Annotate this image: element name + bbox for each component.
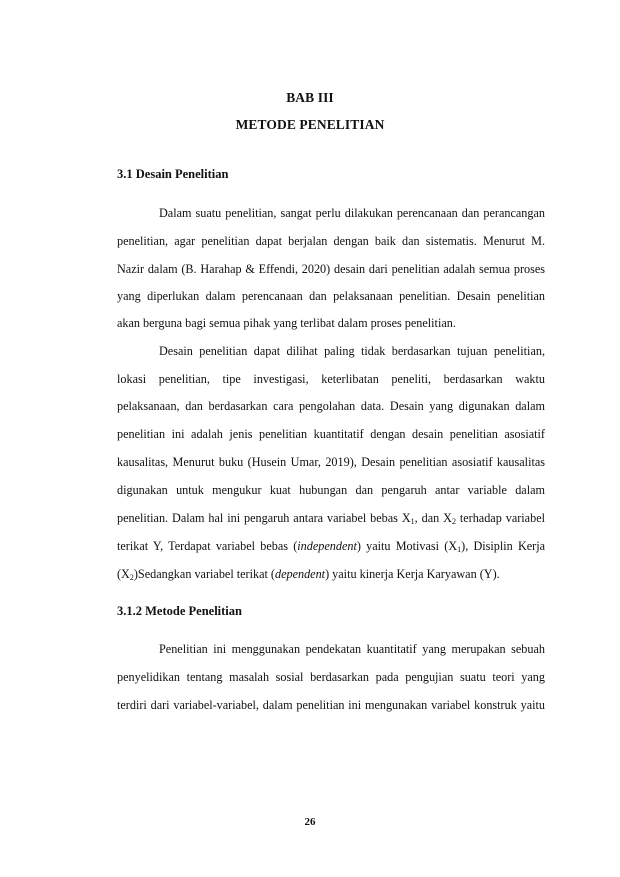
paragraph-line: $(X_2)Sedangkan$ variabel terikat (dependent) yaitu kinerja Kerja Karyawan (Y). (117, 567, 500, 582)
paragraph-line: Nazir dalam (B. Harahap & Effendi, 2020) desain dari penelitian adalah semua proses (117, 262, 545, 276)
paragraph-line: digunakan untuk mengukur kuat hubungan dan pengaruh antar variable dalam (117, 483, 545, 497)
paragraph-line: Desain penelitian dapat dilihat paling tidak berdasarkan tujuan penelitian, (159, 344, 545, 358)
paragraph-line: penelitian. Dalam hal ini pengaruh antara variabel bebas $X_1$, dan $X_2$ terhadap variabel (117, 511, 545, 526)
paragraph-line: akan berguna bagi semua pihak yang terlibat dalam proses penelitian. (117, 316, 456, 330)
paragraph-line: terdiri dari variabel-variabel, dalam penelitian ini mengunakan variabel konstruk yaitu (117, 698, 545, 712)
chapter-number: BAB III (286, 90, 334, 105)
paragraph-line: lokasi penelitian, tipe investigasi, keterlibatan peneliti, berdasarkan waktu (117, 372, 545, 386)
paragraph-line: terikat Y, Terdapat variabel bebas (independent) yaitu Motivasi $(X_1)$, Disiplin Kerja (117, 539, 545, 554)
section-heading: 3.1 Desain Penelitian (117, 167, 229, 181)
paragraph-line: Dalam suatu penelitian, sangat perlu dilakukan perencanaan dan perancangan (159, 206, 545, 220)
paragraph-line: penelitian, agar penelitian dapat berjalan dengan baik dan sistematis. Menurut M. (117, 234, 545, 248)
paragraph-line: kausalitas, Menurut buku (Husein Umar, 2019), Desain penelitian asosiatif kausalitas (117, 455, 545, 469)
subsection-heading: 3.1.2 Metode Penelitian (117, 604, 242, 618)
paragraph-line: yang diperlukan dalam perencanaan dan pelaksanaan penelitian. Desain penelitian (117, 289, 545, 303)
paragraph-line: pelaksanaan, dan berdasarkan cara pengolahan data. Desain yang digunakan dalam (117, 399, 545, 413)
paragraph-line: penyelidikan tentang masalah sosial berdasarkan pada pengujian suatu teori yang (117, 670, 545, 684)
paragraph-line: penelitian ini adalah jenis penelitian kuantitatif dengan desain penelitian asosiatif (117, 427, 545, 441)
paragraph-line: Penelitian ini menggunakan pendekatan kuantitatif yang merupakan sebuah (159, 642, 545, 656)
page-number: 26 (304, 816, 316, 828)
chapter-title: METODE PENELITIAN (235, 117, 385, 132)
